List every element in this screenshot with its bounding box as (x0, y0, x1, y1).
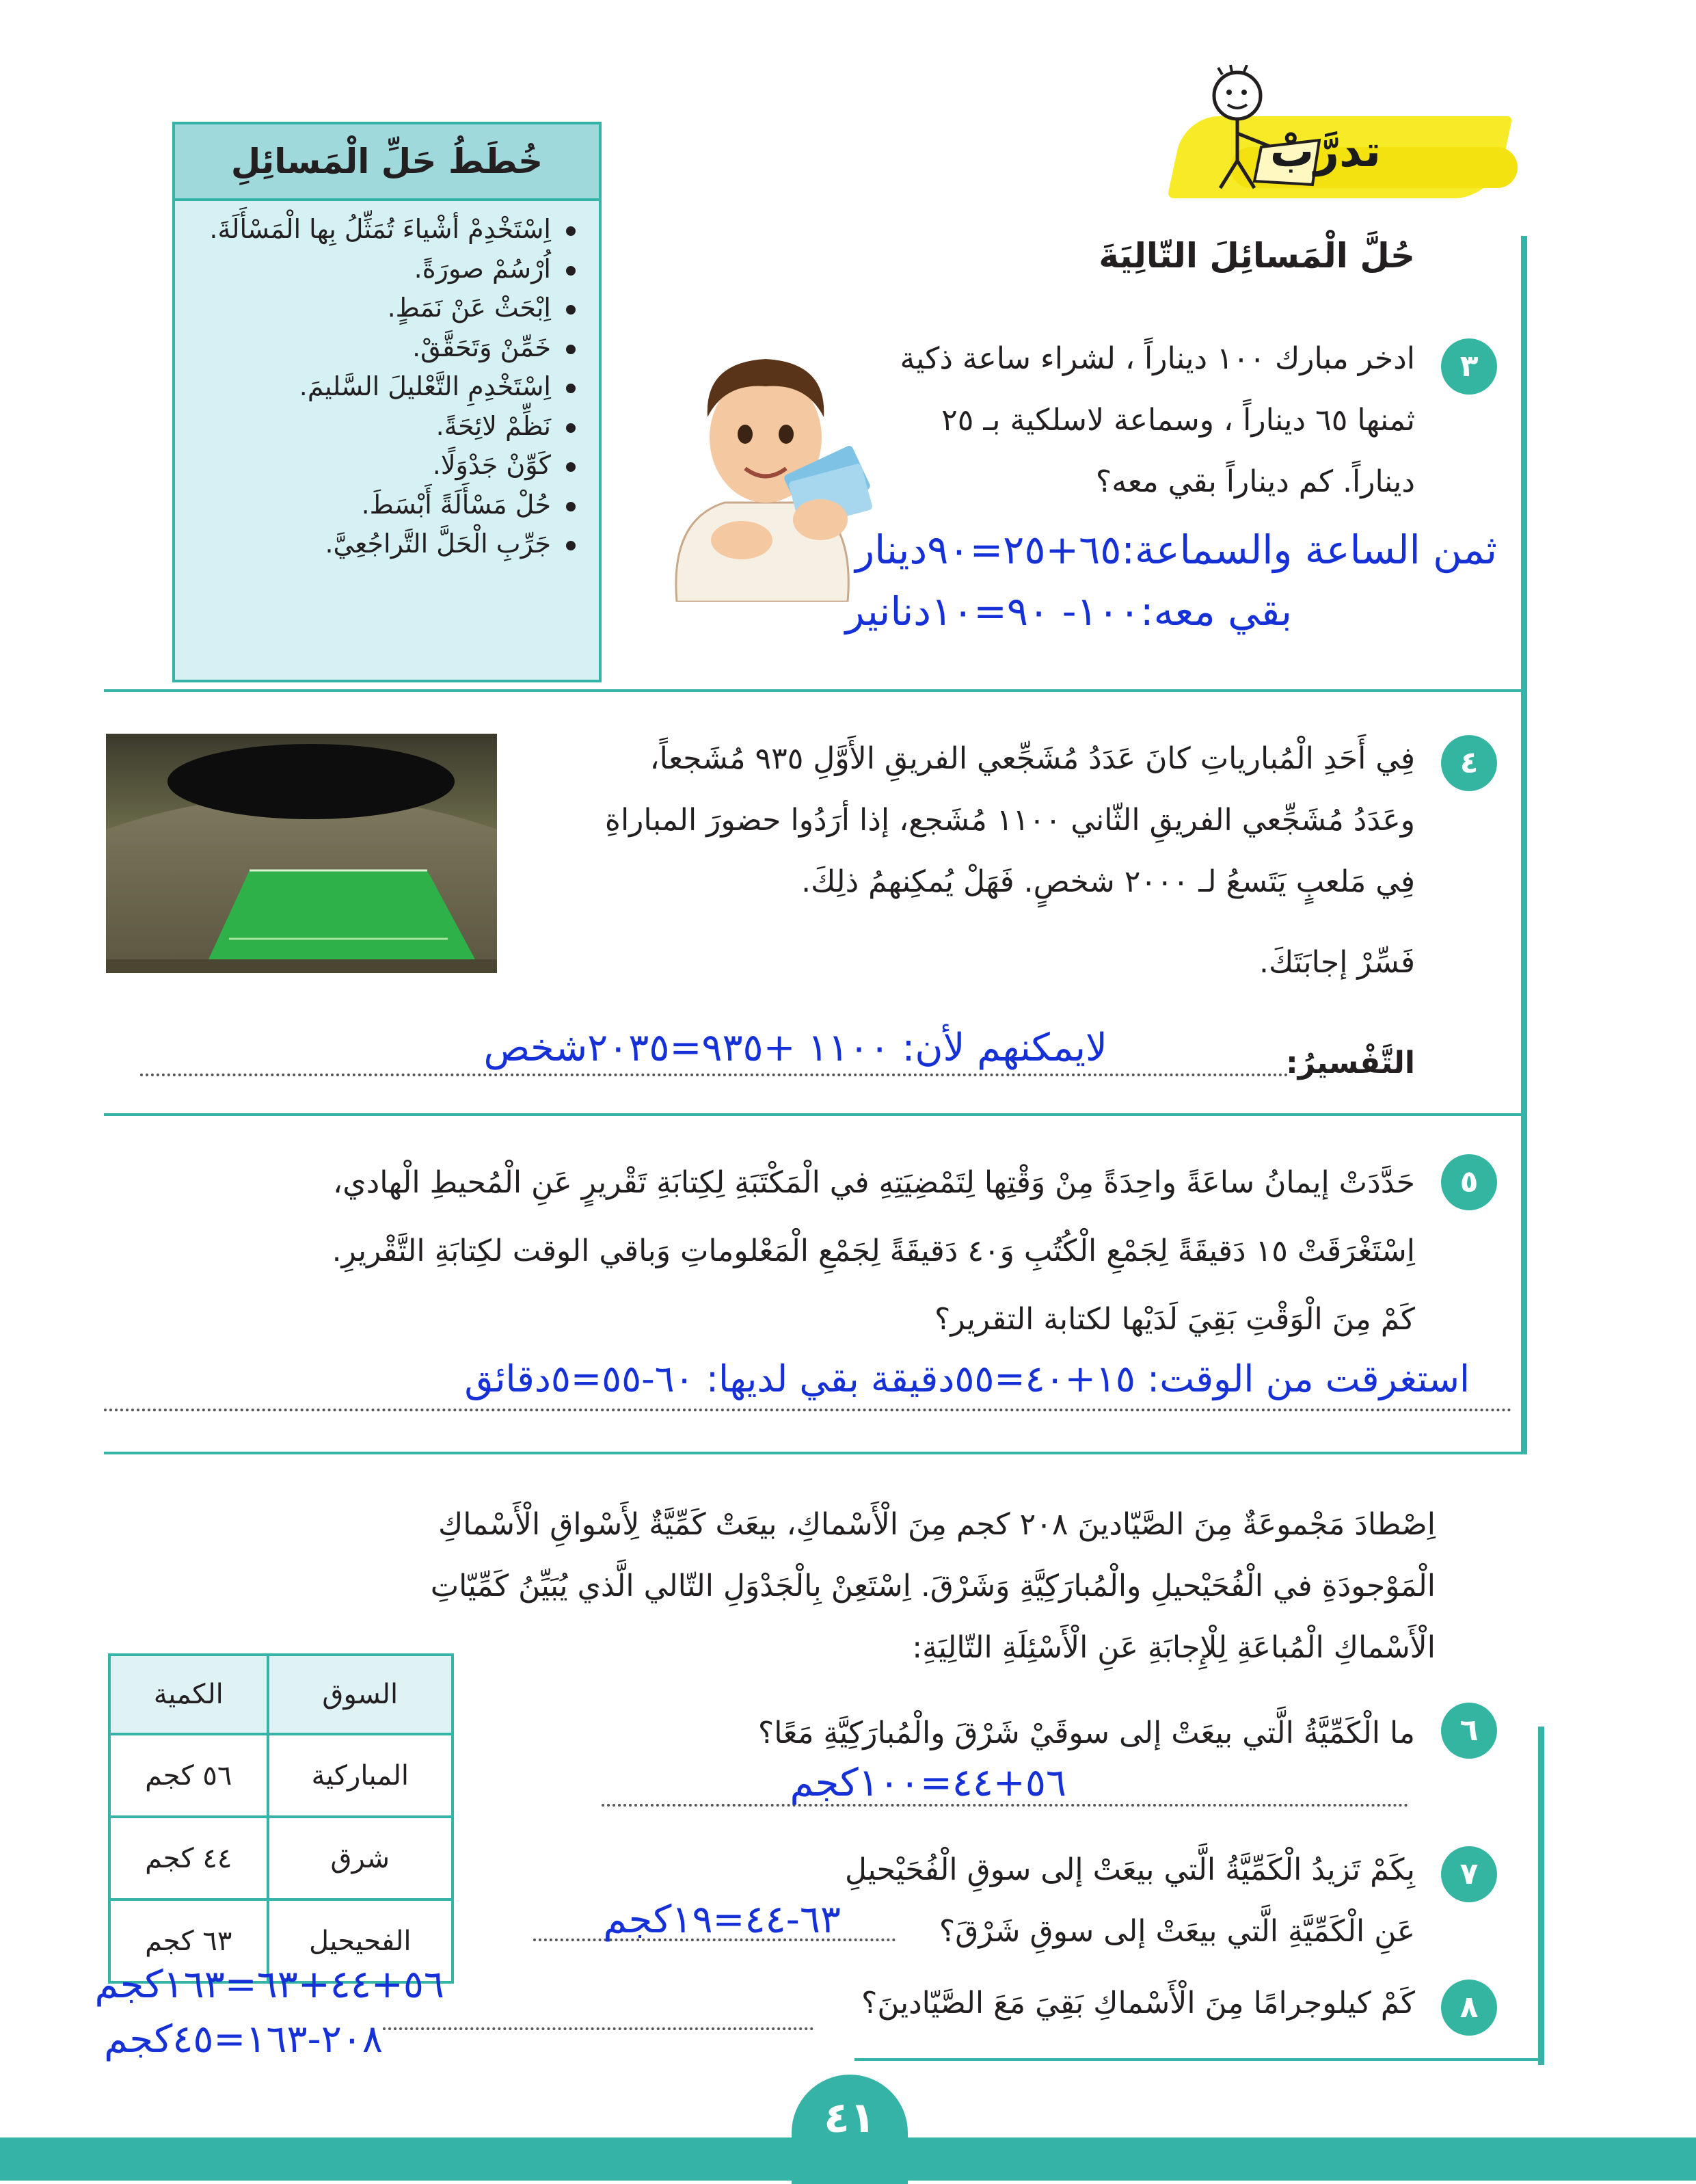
passage-line: اِصْطادَ مَجْموعَةٌ مِنَ الصَّيّادينَ ٢٠٨ كجم مِنَ الْأَسْماكِ، بيعَتْ كَمِّيَّةٌ لِأَسْواقِ الْأَسْماكِ (438, 1507, 1436, 1542)
strategy-item: اِبْحَثْ عَنْ نَمَطٍ. (196, 289, 578, 328)
section-divider (104, 1113, 1527, 1116)
strategy-item: جَرِّبِ الْحَلَّ التَّراجُعِيَّ. (196, 524, 578, 564)
section-border (1521, 691, 1527, 1115)
question-line: عَنِ الْكَمِّيَّةِ الَّتي بيعَتْ إلى سوقِ شَرْقَ؟ (939, 1914, 1415, 1949)
table-cell: الفحيحيل (268, 1900, 453, 1982)
strategy-item: اُرْسُمْ صورَةً. (196, 250, 578, 289)
strategies-box (172, 122, 602, 682)
question-number: ٣ (1441, 338, 1497, 395)
fish-market-table (108, 1653, 454, 1984)
strategies-list (196, 210, 578, 564)
table-cell: ٤٤ كجم (109, 1817, 268, 1900)
question-line: فِي مَلعبٍ يَتَسعُ لـ ٢٠٠٠ شخصٍ. فَهَلْ يُمكِنهمُ ذلِكَ. (801, 864, 1415, 899)
strategy-item: كَوِّنْ جَدْوَلًا. (196, 446, 578, 485)
question-line: اِسْتَغْرَقَتْ ١٥ دَقيقَةً لِجَمْعِ الْكُتُبِ وَ٤٠ دَقيقَةً لِجَمْعِ الْمَعْلوماتِ وَباقي الوقت لكِتابَةِ التَّقْريرِ. (332, 1234, 1415, 1268)
question-line: بِكَمْ تَزيدُ الْكَمِّيَّةُ الَّتي بيعَتْ إلى سوقِ الْفُحَيْحيلِ (845, 1852, 1415, 1887)
table-cell: ٥٦ كجم (109, 1734, 268, 1817)
answer-line (140, 1074, 1289, 1076)
handwritten-answer: استغرقت من الوقت: ١٥+٤٠=٥٥دقيقة بقي لديها: ٦٠-٥٥=٥دقائق (464, 1357, 1470, 1400)
question-line: ادخر مبارك ١٠٠ ديناراً ، لشراء ساعة ذكية (900, 341, 1415, 376)
question-number: ٤ (1441, 735, 1497, 791)
question-line: فِي أَحَدِ الْمُبارياتِ كانَ عَدَدُ مُشَجِّعي الفريقِ الأَوَّلِ ٩٣٥ مُشَجعاً، (649, 741, 1415, 776)
section-divider (104, 1452, 1527, 1454)
section-divider (104, 689, 1527, 692)
question-8-text: كَمْ كيلوجرامًا مِنَ الْأَسْماكِ بَقِيَ مَعَ الصَّيّادينَ؟ (861, 1986, 1415, 2021)
question-line: ديناراً. كم ديناراً بقي معه؟ (1095, 464, 1415, 499)
table-row (109, 1817, 453, 1900)
table-cell: ٦٣ كجم (109, 1900, 268, 1982)
question-number: ٨ (1441, 1980, 1497, 2036)
stadium-photo (106, 734, 497, 973)
section-border (1538, 1727, 1544, 2065)
section-border (1521, 1115, 1527, 1453)
page-number: ٤١ (824, 2092, 876, 2142)
answer-line (104, 1409, 1512, 1411)
handwritten-answer: ٦٣-٤٤=١٩كجم (603, 1897, 841, 1942)
question-line: حَدَّدَتْ إيمانُ ساعَةً واحِدَةً مِنْ وَقْتِها لِتَمْضِيَتِهِ في الْمَكْتَبَةِ لِكِتابَةِ تَقْريرٍ عَنِ الْمُحيطِ الْهادي، (333, 1165, 1415, 1200)
answer-line (383, 2027, 813, 2030)
passage-line: الْمَوْجودَةِ في الْفُحَيْحيلِ والْمُبارَكِيَّةِ وَشَرْقَ. اِسْتَعِنْ بِالْجَدْوَلِ التّالي الَّذي يُبَيِّنُ كَمِّيّاتِ (430, 1569, 1436, 1603)
strategies-title: خُطَطُ حَلِّ الْمَسائِلِ (175, 124, 599, 201)
strategy-item: خَمِّنْ وَتَحَقَّقْ. (196, 328, 578, 368)
question-number: ٥ (1441, 1154, 1497, 1210)
section-divider (854, 2058, 1544, 2061)
question-3-text (854, 328, 1415, 513)
strategy-item: حُلْ مَسْأَلَةً أَبْسَطَ. (196, 485, 578, 525)
handwritten-answer: ثمن الساعة والسماعة:٦٥+٢٥=٩٠دينار (855, 527, 1497, 573)
question-5-text (178, 1149, 1415, 1354)
question-number: ٦ (1441, 1703, 1497, 1759)
strategy-item: نَظِّمْ لائِحَةً. (196, 407, 578, 447)
handwritten-answer: بقي معه:١٠٠- ٩٠=١٠دنانير (845, 588, 1292, 635)
question-line: فَسِّرْ إجابَتَكَ. (1259, 945, 1415, 980)
question-number: ٧ (1441, 1846, 1497, 1902)
table-header: السوق (268, 1655, 453, 1734)
fish-passage (287, 1494, 1436, 1679)
question-6-text: ما الْكَمِّيَّةُ الَّتي بيعَتْ إلى سوقَيْ شَرْقَ والْمُبارَكِيَّةِ مَعًا؟ (757, 1716, 1415, 1750)
handwritten-answer: ٥٦+٤٤+٦٣=١٦٣كجم (94, 1962, 444, 2007)
passage-line: الْأَسْماكِ الْمُباعَةِ لِلْإِجابَةِ عَنِ الْأَسْئِلَةِ التّالِيَةِ: (912, 1630, 1436, 1665)
table-header: الكمية (109, 1655, 268, 1734)
strategy-item: اِسْتَخْدِمْ أشْياءَ تُمَثِّلُ بِها الْمَسْأَلَةَ. (196, 210, 578, 250)
handwritten-answer: ٥٦+٤٤=١٠٠كجم (790, 1761, 1066, 1805)
explanation-label: التَّفْسيرُ: (1286, 1046, 1415, 1080)
question-4-text (520, 728, 1415, 994)
table-row (109, 1734, 453, 1817)
instructions-heading: حُلَّ الْمَسائِلَ التّالِيَةَ (1099, 236, 1415, 276)
handwritten-answer: لايمكنهم لأن: ١١٠٠ +٩٣٥=٢٠٣٥شخص (483, 1026, 1107, 1070)
question-7-text (752, 1839, 1415, 1962)
question-line: ثمنها ٦٥ ديناراً ، وسماعة لاسلكية بـ ٢٥ (941, 403, 1415, 438)
page-title: تدرَّبْ (1269, 126, 1381, 177)
section-border (1521, 236, 1527, 691)
table-cell: المباركية (268, 1734, 453, 1817)
question-line: كَمْ مِنَ الْوَقْتِ بَقِيَ لَدَيْها لكتابة التقرير؟ (934, 1302, 1415, 1337)
question-line: وعَدَدُ مُشَجِّعي الفريقِ الثّاني ١١٠٠ مُشَجع، إذا أرَدُوا حضورَ المباراةِ (604, 803, 1415, 838)
table-cell: شرق (268, 1817, 453, 1900)
strategy-item: اِسْتَخْدِمِ التَّعْليلَ السَّليمَ. (196, 367, 578, 407)
handwritten-answer: ٢٠٨-١٦٣=٤٥كجم (104, 2017, 383, 2062)
